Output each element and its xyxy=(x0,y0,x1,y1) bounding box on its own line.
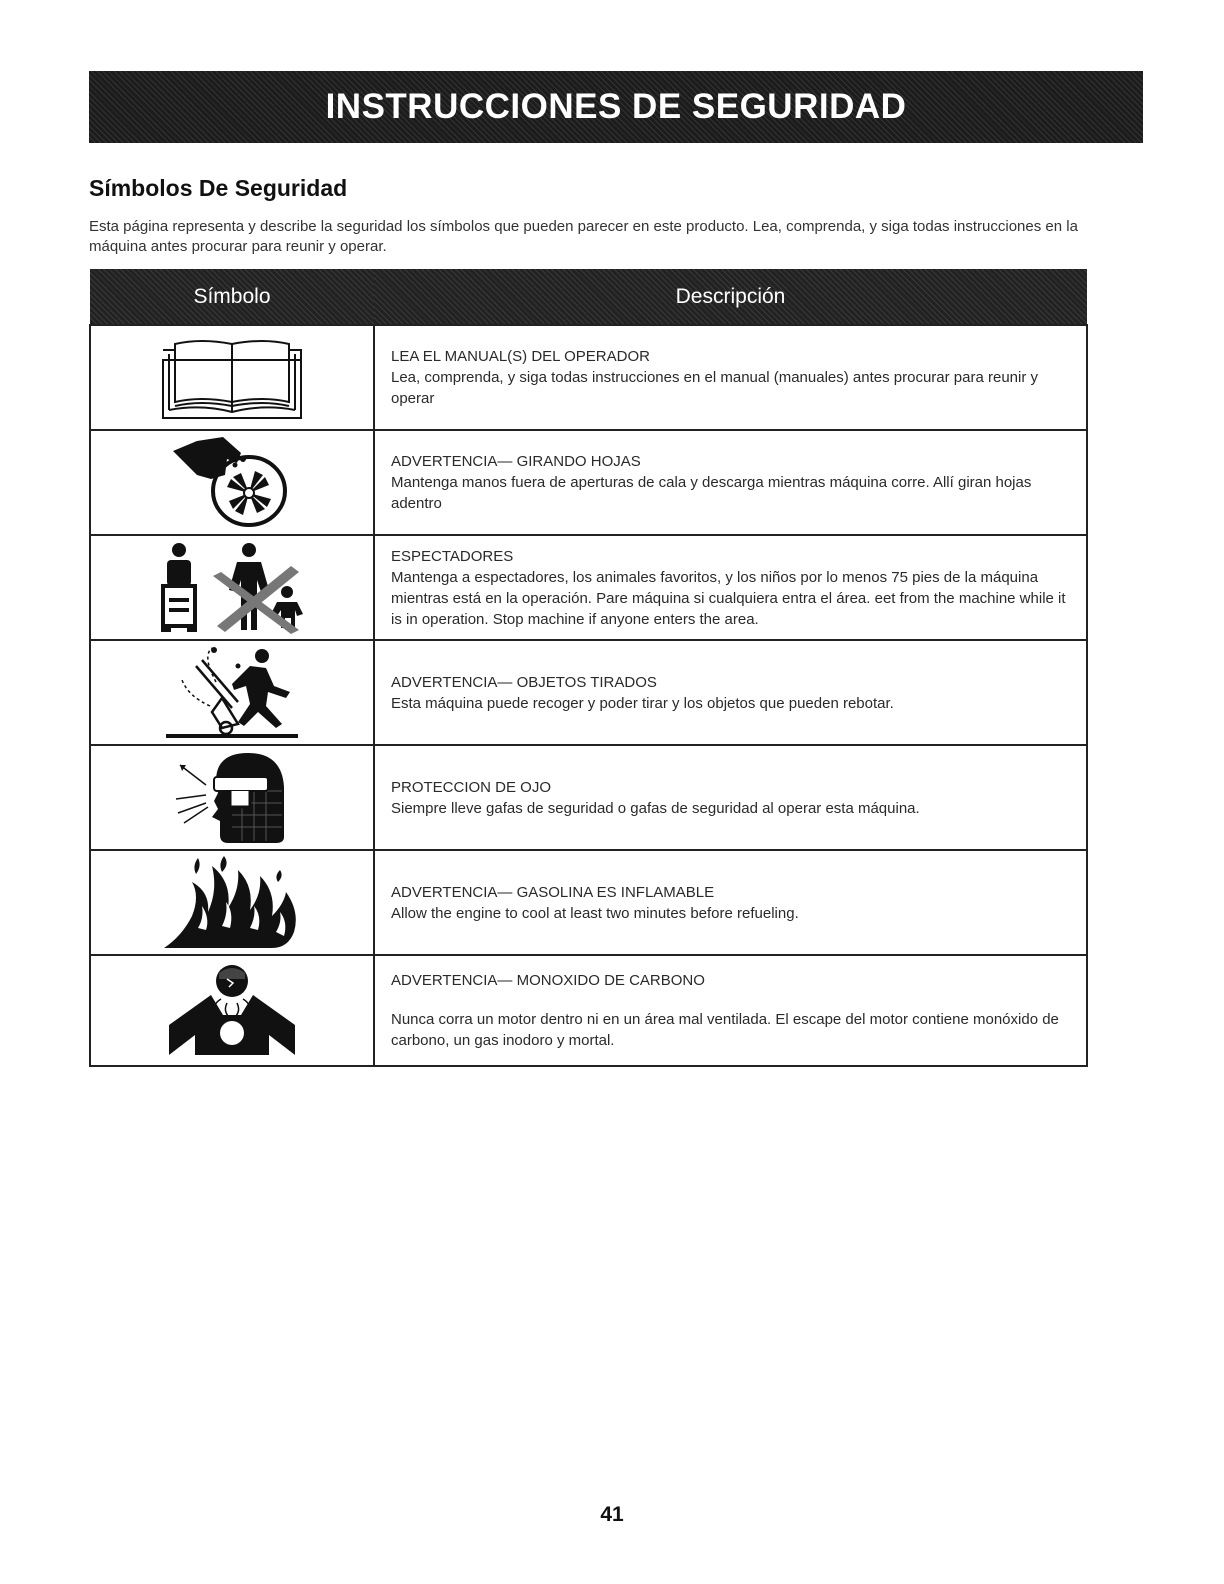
intro-paragraph: Esta página representa y describe la seguridad los símbolos que pueden parecer en este producto. Lea, comprenda, y siga todas instrucciones en la máquina antes procurar para reunir y operar. xyxy=(89,218,1078,255)
description-cell xyxy=(374,745,1087,850)
row-title: PROTECCION DE OJO xyxy=(391,778,552,796)
section-title: Símbolos De Seguridad xyxy=(89,175,348,201)
description-cell xyxy=(374,955,1087,1066)
row-title: ADVERTENCIA— GASOLINA ES INFLAMABLE xyxy=(391,883,715,901)
symbol-cell xyxy=(90,535,374,640)
symbol-cell xyxy=(90,745,374,850)
table-row xyxy=(90,745,1087,850)
description-cell xyxy=(374,535,1087,640)
row-title: ADVERTENCIA— MONOXIDO DE CARBONO xyxy=(391,972,705,989)
row-text: Allow the engine to cool at least two minutes before refueling. xyxy=(391,904,799,922)
description-cell xyxy=(374,640,1087,745)
row-title: ESPECTADORES xyxy=(391,547,514,565)
header-description: Descripción xyxy=(374,269,1087,325)
description-cell xyxy=(374,325,1087,430)
row-text: Lea, comprenda, y siga todas instrucciones en el manual (manuales) antes procurar para reunir y operar xyxy=(391,369,1039,407)
row-title: LEA EL MANUAL(S) DEL OPERADOR xyxy=(391,348,650,365)
symbol-cell xyxy=(90,430,374,535)
safety-symbols-table xyxy=(89,269,1088,1067)
symbol-cell xyxy=(90,955,374,1066)
header-symbol: Símbolo xyxy=(90,269,374,325)
carbon-monoxide-icon xyxy=(167,963,297,1059)
row-text: Nunca corra un motor dentro ni en un área mal ventilada. El escape del motor contiene monóxido de carbono, un gas inodoro y mortal. xyxy=(391,1011,1059,1049)
row-text: Mantenga manos fuera de aperturas de cala y descarga mientras máquina corre. Allí giran hojas adentro xyxy=(391,474,1032,512)
spacer xyxy=(391,991,1066,1009)
symbol-cell xyxy=(90,325,374,430)
read-manual-icon xyxy=(161,336,303,420)
row-text: Mantenga a espectadores, los animales favoritos, y los niños por lo menos 75 pies de la máquina mientras está en la operación. Pare máquina si cualquiera entra el área. eet from the machine while it is in operation. Stop machine if anyone enters the area. xyxy=(391,568,1066,628)
symbol-cell xyxy=(90,640,374,745)
table-row xyxy=(90,430,1087,535)
row-title: ADVERTENCIA— GIRANDO HOJAS xyxy=(391,453,641,470)
description-cell xyxy=(374,430,1087,535)
table-row xyxy=(90,325,1087,430)
rotating-blades-icon xyxy=(167,435,297,531)
flammable-fire-icon xyxy=(162,856,302,950)
eye-protection-icon xyxy=(172,751,292,845)
banner-title: INSTRUCCIONES DE SEGURIDAD xyxy=(325,87,907,126)
page-banner xyxy=(89,71,1143,143)
thrown-objects-icon xyxy=(162,646,302,740)
table-row xyxy=(90,955,1087,1066)
table-header-row xyxy=(90,269,1087,325)
table-row xyxy=(90,850,1087,955)
page-number: 41 xyxy=(600,1503,624,1526)
row-text: Siempre lleve gafas de seguridad o gafas de seguridad al operar esta máquina. xyxy=(391,799,920,817)
table-row xyxy=(90,640,1087,745)
description-cell xyxy=(374,850,1087,955)
bystanders-icon xyxy=(157,542,307,634)
row-title: ADVERTENCIA— OBJETOS TIRADOS xyxy=(391,673,657,691)
table-row xyxy=(90,535,1087,640)
symbol-cell xyxy=(90,850,374,955)
row-text: Esta máquina puede recoger y poder tirar y los objetos que pueden rebotar. xyxy=(391,694,894,712)
